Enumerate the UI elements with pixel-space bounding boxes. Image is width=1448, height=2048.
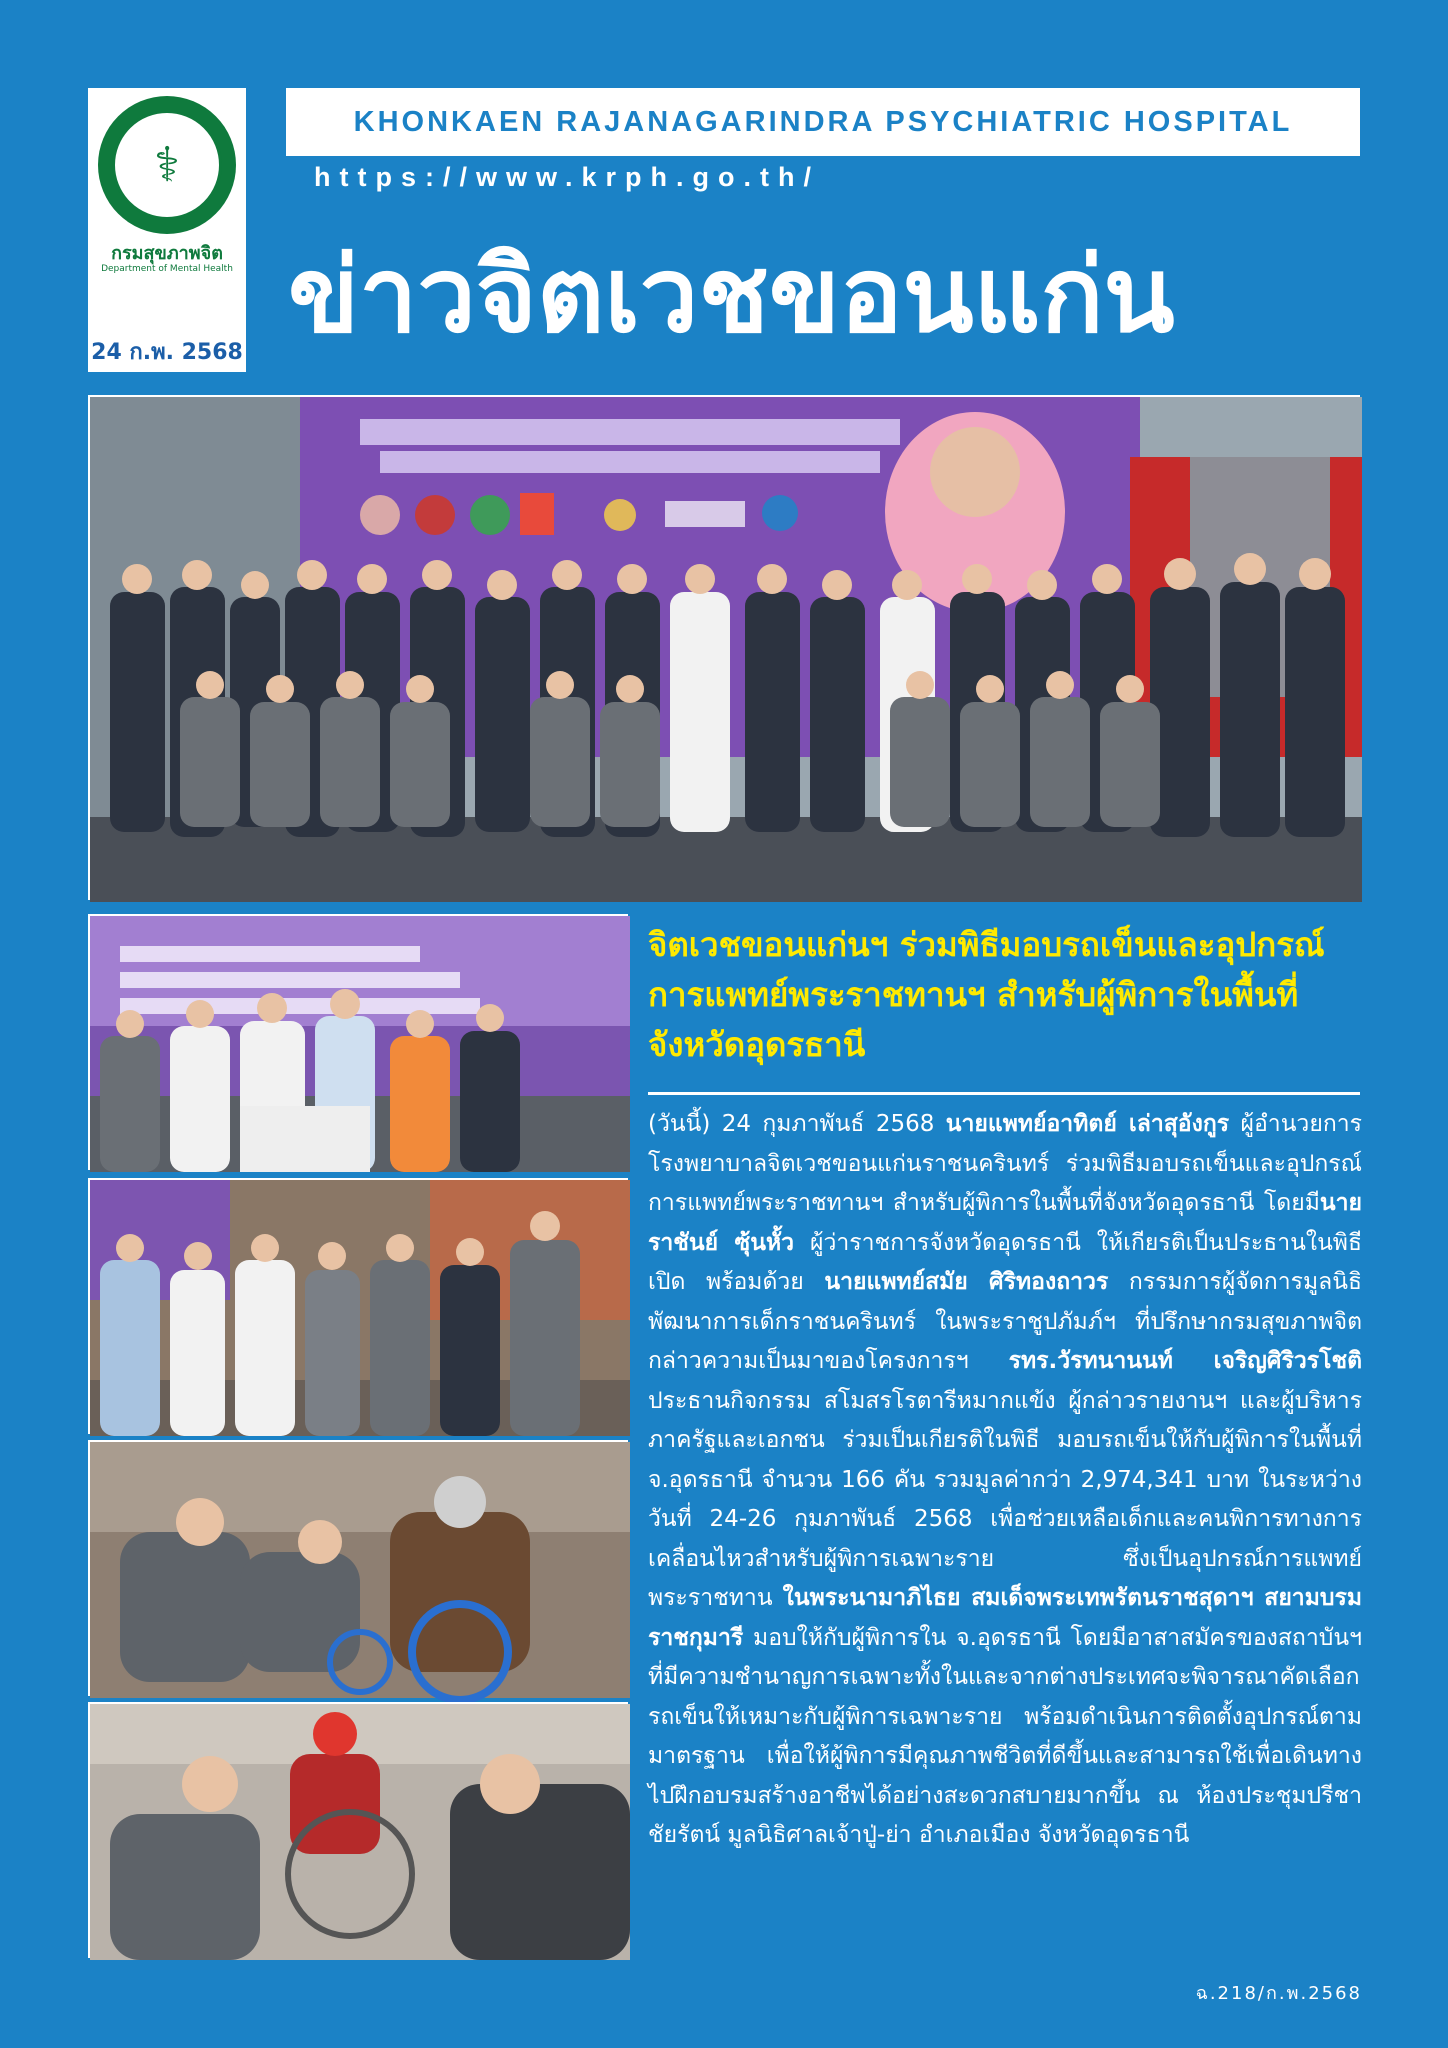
department-name-thai: กรมสุขภาพจิต xyxy=(111,243,223,264)
article-text-5: ประธานกิจกรรม สโมสรโรตารีหมากแข้ง ผู้กล่าวรายงานฯ และผู้บริหารภาครัฐและเอกชน ร่วมเป็นเกียรติในพิธี มอบรถเข็นให้กับผู้พิการในพื้นที่ จ.อุดรธานี จำนวน 166 คัน รวมมูลค่ากว่า 2,974,341 บาท ในระหว่างวันที่ 24-26 กุมภาพันธ์ 2568 เพื่อช่วยเหลือเด็กและคนพิการทางการเคลื่อนไหวสำหรับผู้พิการเฉพาะราย ซึ่งเป็นอุปกรณ์การแพทย์พระราชทาน xyxy=(648,1387,1362,1611)
wheelchair-fitting-illustration xyxy=(90,1442,630,1698)
person-name-director: นายแพทย์อาทิตย์ เล่าสุอังกูร xyxy=(945,1111,1230,1137)
person-name-governor: นายราชันย์ ซุ้นหั้ว xyxy=(648,1190,1362,1256)
ministry-seal-icon xyxy=(98,96,236,234)
group-photo-illustration xyxy=(90,397,1362,902)
headline-divider xyxy=(648,1092,1360,1095)
group-photo xyxy=(88,395,1360,900)
article-text-1: (วันนี้) 24 กุมภาพันธ์ 2568 xyxy=(648,1111,946,1137)
photo-wheelchair-fitting-2 xyxy=(88,1702,628,1958)
handover-illustration xyxy=(90,1180,630,1436)
ceremony-speech-illustration xyxy=(90,916,630,1172)
hospital-name-bar xyxy=(286,88,1360,156)
article-text-4: กรรมการผู้จัดการมูลนิธิพัฒนาการเด็กราชนครินทร์ ในพระราชูปภัมภ์ฯ ที่ปรึกษากรมสุขภาพจิต กล่าวความเป็นมาของโครงการฯ xyxy=(648,1269,1362,1374)
masthead-title: ข่าวจิตเวชขอนแก่น xyxy=(288,234,1175,356)
logo-box xyxy=(88,88,246,372)
article-text-2: ผู้อำนวยการโรงพยาบาลจิตเวชขอนแก่นราชนครินทร์ ร่วมพิธีมอบรถเข็นและอุปกรณ์การแพทย์พระราชทานฯ สำหรับผู้พิการในพื้นที่จังหวัดอุดรธานี โดยมี xyxy=(648,1111,1363,1216)
person-name-foundation-director: นายแพทย์สมัย ศิริทองถาวร xyxy=(824,1269,1109,1295)
department-name-english: Department of Mental Health xyxy=(101,264,233,274)
article-body xyxy=(648,1105,1362,1856)
hospital-name: KHONKAEN RAJANAGARINDRA PSYCHIATRIC HOSPITAL xyxy=(353,105,1293,138)
photo-wheelchair-fitting-1 xyxy=(88,1440,628,1696)
website-url[interactable]: https://www.krph.go.th/ xyxy=(314,162,820,192)
article-text-3: ผู้ว่าราชการจังหวัดอุดรธานี ให้เกียรติเป็นประธานในพิธีเปิด พร้อมด้วย xyxy=(648,1229,1362,1295)
person-name-rotary-president: รทร.วัรทนานนท์ เจริญศิริวรโชติ xyxy=(1008,1348,1363,1374)
article-headline: จิตเวชขอนแก่นฯ ร่วมพิธีมอบรถเข็นและอุปกรณ์การแพทย์พระราชทานฯ สำหรับผู้พิการในพื้นที่จังหวัดอุดรธานี xyxy=(648,925,1325,1064)
royal-patronage: ในพระนามาภิไธย สมเด็จพระเทพรัตนราชสุดาฯ สยามบรมราชกุมารี xyxy=(648,1585,1362,1651)
photo-handover xyxy=(88,1178,628,1434)
caduceus-icon: ⚕ xyxy=(112,110,222,220)
wheelchair-child-illustration xyxy=(90,1704,630,1960)
article-text-6: มอบให้กับผู้พิการใน จ.อุดรธานี โดยมีอาสาสมัครของสถาบันฯ ที่มีความชำนาญการเฉพาะทั้งในและจากต่างประเทศจะพิจารณาคัดเลือกรถเข็นให้เหมาะกับผู้พิการเฉพาะราย พร้อมดำเนินการติดตั้งอุปกรณ์ตามมาตรฐาน เพื่อให้ผู้พิการมีคุณภาพชีวิตที่ดีขึ้นและสามารถใช้เพื่อเดินทางไปฝึกอบรมสร้างอาชีพได้อย่างสะดวกสบายมากขึ้น ณ ห้องประชุมปรีชา ชัยรัตน์ มูลนิธิศาลเจ้าปู่-ย่า อำเภอเมือง จังหวัดอุดรธานี xyxy=(648,1624,1362,1848)
issue-date: 24 ก.พ. 2568 xyxy=(91,340,243,365)
reference-number: ฉ.218/ก.พ.2568 xyxy=(1195,1983,1362,2004)
photo-ceremony-speech xyxy=(88,914,628,1170)
